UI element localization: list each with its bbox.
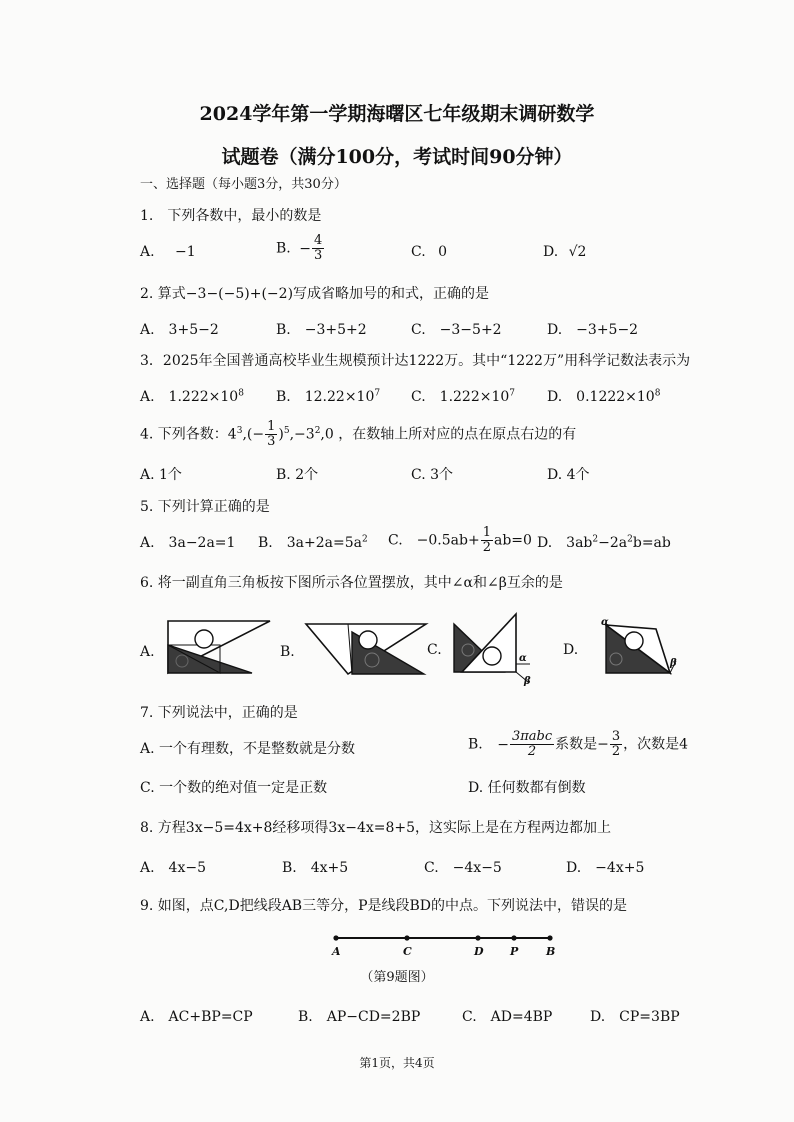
fraction [510, 730, 554, 759]
stem-part: ) [278, 426, 284, 443]
q6-option-a-letter: A. [140, 644, 155, 660]
page-footer: 第1页，共4页 [359, 1056, 435, 1070]
numerator: 3πabc [511, 729, 553, 744]
point-d [475, 935, 480, 940]
numerator: 1 [267, 419, 276, 434]
q8-option-a: A. 4x−5 [140, 860, 207, 876]
exponent: 5 [283, 425, 290, 436]
q8-stem: 8. 方程3x−5=4x+8经移项得3x−4x=8+5，这实际上是在方程两边都加上 [140, 820, 612, 836]
stem-part: 4. 下列各数：4 [140, 426, 237, 443]
point-label-p: P [510, 945, 519, 958]
point-label-a: A [332, 945, 341, 958]
q1-option-a [140, 243, 196, 261]
denominator: 2 [482, 540, 491, 555]
fraction [312, 234, 324, 263]
point-c [404, 935, 409, 940]
fraction [265, 420, 277, 449]
option-letter: C. [411, 244, 426, 260]
denominator: 3 [267, 434, 276, 449]
q3-option-c [411, 388, 515, 406]
stem-part: ,(− [242, 426, 265, 443]
fraction [481, 526, 493, 555]
option-text: −2a [598, 535, 628, 551]
q4-option-d: D. 4个 [547, 467, 590, 483]
option-text: 0 [438, 244, 448, 260]
option-letter: B. [276, 240, 291, 257]
stem-part: ,0 ，在数轴上所对应的点在原点右边的有 [320, 426, 577, 443]
stem-part: ,−3 [289, 426, 315, 443]
denominator: 3 [313, 248, 323, 263]
exponent: 7 [374, 388, 381, 399]
denominator: 2 [527, 744, 537, 759]
exponent: 3 [236, 425, 243, 436]
q6-option-d-letter: D. [563, 642, 579, 658]
q3-option-d [547, 388, 660, 406]
option-text: B. 3a+2a=5a [258, 535, 362, 551]
q3-stem: 3．2025年全国普通高校毕业生规模预计达1222万。其中“1222万”用科学记数法表示为 [140, 353, 691, 369]
q1-option-b [276, 234, 325, 263]
q9-stem: 9. 如图，点C,D把线段AB三等分，P是线段BD的中点。下列说法中，错误的是 [140, 898, 628, 914]
numerator: 1 [482, 525, 491, 540]
point-p [511, 935, 516, 940]
fraction [610, 730, 622, 759]
q8-option-b: B. 4x+5 [282, 860, 349, 876]
q6-d-beta-label: β [670, 658, 677, 669]
numerator: 4 [313, 233, 323, 248]
q5-option-c [388, 526, 532, 555]
point-a [333, 935, 338, 940]
option-letter: D. [543, 244, 559, 260]
q2-option-b: B. −3+5+2 [276, 322, 367, 338]
exponent: 7 [509, 388, 516, 399]
q7-option-a: A. 一个有理数，不是整数就是分数 [140, 741, 356, 757]
q3-option-b [276, 388, 380, 406]
option-text: 系数是− [555, 736, 609, 753]
q7-stem: 7. 下列说法中，正确的是 [140, 705, 298, 721]
q5-stem: 5. 下列计算正确的是 [140, 499, 270, 515]
point-label-b: B [546, 945, 556, 958]
q4-option-c: C. 3个 [411, 467, 454, 483]
numerator: 3 [611, 729, 621, 744]
option-text: b=ab [632, 535, 671, 551]
option-text: D. 0.1222×10 [547, 389, 655, 405]
q2-stem: 2. 算式−3−(−5)+(−2)写成省略加号的和式，正确的是 [140, 286, 490, 302]
q7-option-c: C. 一个数的绝对值一定是正数 [140, 780, 328, 796]
section-heading: 一、选择题（每小题3分，共30分） [140, 177, 347, 192]
option-text: D. 3ab [537, 535, 593, 551]
q9-option-c: C. AD=4BP [462, 1009, 553, 1025]
q5-option-b [258, 534, 368, 552]
q9-option-b: B. AP−CD=2BP [298, 1009, 421, 1025]
q6-figure-a [160, 615, 272, 677]
option-text: C. −0.5ab+ [388, 532, 480, 549]
option-text: ab=0 [493, 532, 532, 549]
option-text: √2 [568, 244, 587, 260]
point-label-d: D [474, 945, 484, 958]
q7-option-d: D. 任何数都有倒数 [468, 780, 586, 796]
exponent: 2 [361, 534, 368, 545]
q1-stem: 1. 下列各数中，最小的数是 [140, 208, 322, 224]
q9-segment-figure [330, 930, 560, 960]
q2-option-a: A. 3+5−2 [140, 322, 219, 338]
exponent: 2 [592, 534, 599, 545]
exam-title: 2024学年第一学期海曙区七年级期末调研数学 [199, 103, 595, 125]
option-text: −1 [175, 244, 196, 260]
q2-option-c: C. −3−5+2 [411, 322, 502, 338]
q9-option-a: A. AC+BP=CP [140, 1009, 253, 1025]
q2-option-d: D. −3+5−2 [547, 322, 639, 338]
minus-sign: − [497, 736, 509, 753]
exponent: 8 [238, 388, 244, 399]
point-label-c: C [403, 945, 412, 958]
q3-option-a [140, 388, 244, 406]
q9-option-d: D. CP=3BP [590, 1009, 680, 1025]
q4-option-a: A. 1个 [140, 467, 182, 483]
q6-d-alpha-label: α [601, 617, 609, 628]
q6-option-b-letter: B. [280, 644, 295, 660]
option-text: C. 1.222×10 [411, 389, 510, 405]
option-letter: B. [468, 736, 483, 753]
option-text: B. 12.22×10 [276, 389, 375, 405]
point-b [547, 935, 552, 940]
q6-option-c-letter: C. [427, 642, 442, 658]
q1-option-c [411, 243, 447, 261]
denominator: 2 [611, 744, 621, 759]
q8-option-d: D. −4x+5 [566, 860, 645, 876]
q4-stem [140, 420, 576, 449]
exponent: 8 [654, 388, 661, 399]
q6-stem: 6. 将一副直角三角板按下图所示各位置摆放，其中∠α和∠β互余的是 [140, 575, 563, 591]
q6-c-alpha-label: α [519, 653, 527, 664]
q8-option-c: C. −4x−5 [424, 860, 502, 876]
q5-option-d [537, 534, 671, 552]
exam-subtitle: 试题卷（满分100分，考试时间90分钟） [221, 146, 573, 168]
exponent: 2 [314, 425, 321, 436]
q4-option-b: B. 2个 [276, 467, 319, 483]
q6-c-beta-label: β [524, 676, 531, 687]
option-text: A. 1.222×10 [140, 389, 239, 405]
q7-option-b [468, 730, 688, 759]
option-letter: A. [140, 244, 155, 260]
q6-figure-b [302, 612, 430, 682]
q5-option-a: A. 3a−2a=1 [140, 535, 236, 551]
q9-figure-caption: （第9题图） [360, 970, 434, 985]
q1-option-d [543, 243, 586, 261]
exponent: 2 [627, 534, 633, 545]
option-text: ，次数是4 [623, 736, 689, 753]
minus-sign: − [299, 240, 311, 257]
